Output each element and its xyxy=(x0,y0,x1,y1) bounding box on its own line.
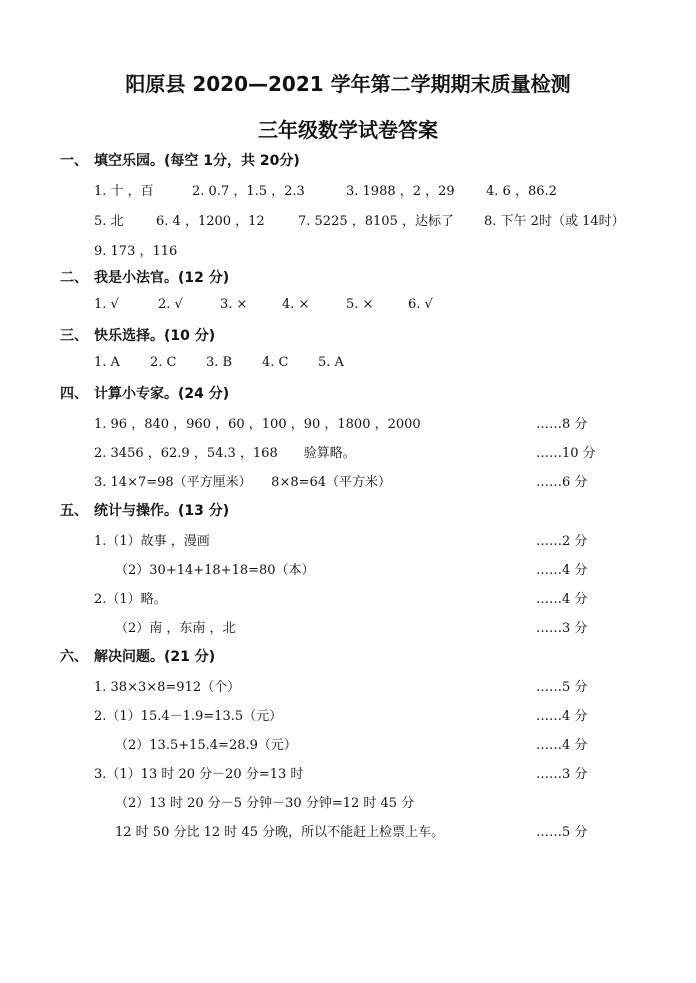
answer-line xyxy=(94,240,177,259)
answer-text: 1. 38×3×8=912（个） xyxy=(94,680,241,695)
answer-text: （2）南 ，东南 ，北 xyxy=(115,621,236,636)
answer-item: 3. B xyxy=(206,355,233,370)
answer-item: 4. 6 ，86.2 xyxy=(486,184,557,199)
answer-item: 2. √ xyxy=(158,297,183,312)
answer-text: 3. 14×7=98（平方厘米） 8×8=64（平方米） xyxy=(94,475,392,490)
answer-item: 5. A xyxy=(318,355,344,370)
section-number: 二、 xyxy=(60,270,88,286)
section-heading xyxy=(60,500,229,520)
answer-item: 9. 173 ，116 xyxy=(94,244,178,259)
answer-item: 4. × xyxy=(282,297,310,312)
section-number: 一、 xyxy=(60,153,88,169)
answer-item: 1. A xyxy=(94,355,120,370)
answer-text: （2）13 时 20 分－5 分钟－30 分钟=12 时 45 分 xyxy=(115,796,415,811)
section-number: 六、 xyxy=(60,649,88,665)
score-note: ……5 分 xyxy=(536,680,588,695)
answer-text: 3.（1）13 时 20 分－20 分=13 时 xyxy=(94,767,304,782)
section-heading xyxy=(60,267,229,287)
score-note: ……3 分 xyxy=(536,767,588,782)
answer-item: 1. 十 ，百 xyxy=(94,184,154,199)
answer-text: 2.（1）略。 xyxy=(94,592,167,607)
score-note: ……4 分 xyxy=(536,738,588,753)
section-title: 统计与操作。(13 分) xyxy=(94,503,230,519)
section-title: 填空乐园。(每空 1分，共 20分) xyxy=(94,153,300,169)
section-title: 计算小专家。(24 分) xyxy=(94,386,230,402)
answer-item: 4. C xyxy=(262,355,289,370)
answer-item: 5. × xyxy=(346,297,374,312)
score-note: ……8 分 xyxy=(536,417,588,432)
score-note: ……6 分 xyxy=(536,475,588,490)
section-number: 三、 xyxy=(60,328,88,344)
section-heading xyxy=(60,383,229,403)
answer-item: 6. 4 ，1200 ，12 xyxy=(156,214,265,229)
score-note: ……10 分 xyxy=(536,446,596,461)
answer-item: 1. √ xyxy=(94,297,119,312)
answer-item: 7. 5225 ，8105 ，达标了 xyxy=(298,214,454,229)
page-subtitle: 三年级数学试卷答案 xyxy=(258,118,438,142)
answer-text: （2）13.5+15.4=28.9（元） xyxy=(115,738,297,753)
answer-item: 2. C xyxy=(150,355,177,370)
answer-text: （2）30+14+18+18=80（本） xyxy=(115,563,315,578)
answer-item: 3. 1988 ，2 ，29 xyxy=(346,184,455,199)
score-note: ……4 分 xyxy=(536,563,588,578)
score-note: ……4 分 xyxy=(536,592,588,607)
section-heading xyxy=(60,325,215,345)
section-title: 快乐选择。(10 分) xyxy=(94,328,216,344)
section-title: 解决问题。(21 分) xyxy=(94,649,216,665)
score-note: ……5 分 xyxy=(536,825,588,840)
answer-text: 12 时 50 分比 12 时 45 分晚，所以不能赶上检票上车。 xyxy=(115,825,445,840)
answer-item: 6. √ xyxy=(408,297,433,312)
score-note: ……4 分 xyxy=(536,709,588,724)
answer-item: 2. 0.7 ，1.5 ，2.3 xyxy=(192,184,305,199)
section-number: 五、 xyxy=(60,503,88,519)
score-note: ……2 分 xyxy=(536,534,588,549)
section-title: 我是小法官。(12 分) xyxy=(94,270,230,286)
section-heading xyxy=(60,150,300,170)
answer-text: 1.（1）故事 ，漫画 xyxy=(94,534,210,549)
page-title: 阳原县 2020—2021 学年第二学期期末质量检测 xyxy=(125,72,571,96)
answer-text: 1. 96 ，840 ，960 ，60 ，100 ，90 ，1800 ，2000 xyxy=(94,417,421,432)
answer-text: 2. 3456 ，62.9 ，54.3 ，168 验算略。 xyxy=(94,446,356,461)
answer-text: 2.（1）15.4－1.9=13.5（元） xyxy=(94,709,283,724)
answer-item: 8. 下午 2时（或 14时） xyxy=(484,214,625,229)
section-number: 四、 xyxy=(60,386,88,402)
score-note: ……3 分 xyxy=(536,621,588,636)
section-heading xyxy=(60,646,215,666)
answer-item: 5. 北 xyxy=(94,214,124,229)
answer-item: 3. × xyxy=(220,297,248,312)
